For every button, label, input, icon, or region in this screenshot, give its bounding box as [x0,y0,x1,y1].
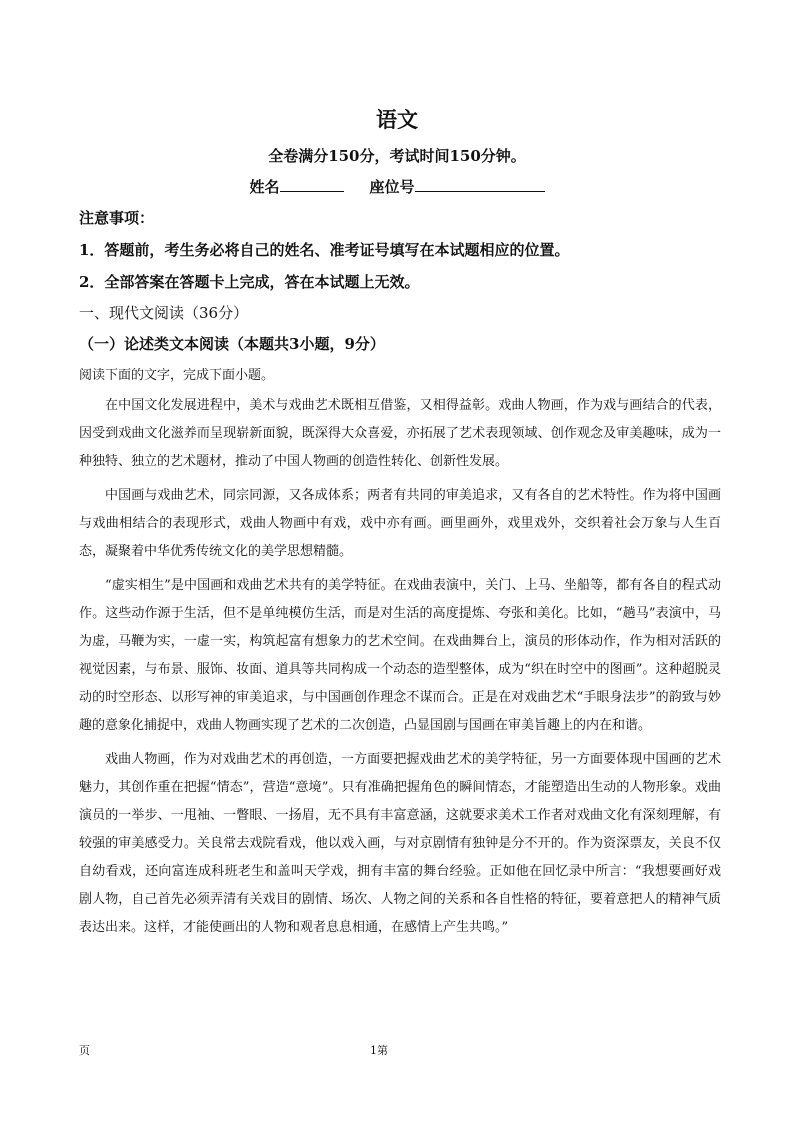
passage-paragraph: 在中国文化发展进程中，美术与戏曲艺术既相互借鉴，又相得益彰。戏曲人物画，作为戏与画结合的代表，因受到戏曲文化滋养而呈现崭新面貌，既深得大众喜爱，亦拓展了艺术表现领域、创作观念及审美趣味，成为一种独特、独立的艺术题材，推动了中国人物画的创造性转化、创新性发展。 [79,398,721,469]
instruction: 阅读下面的文字，完成下面小题。 [79,368,275,383]
exam-info: 全卷满分150分，考试时间150分钟。 [268,147,526,165]
passage-paragraph: 中国画与戏曲艺术，同宗同源，又各成体系；两者有共同的审美追求，又有各自的艺术特性。作为将中国画与戏曲相结合的表现形式，戏曲人物画中有戏，戏中亦有画。画里画外，戏里戏外，交织着社会万象与人生百态，凝聚着中华优秀传统文化的美学思想精髓。 [79,488,721,559]
footer-page-label: 页 [79,1044,90,1057]
footer-page-number: 1第 [370,1044,388,1057]
section-heading: 一、现代文阅读（36分） [79,304,249,322]
name-seat-row [0,176,794,197]
note-item: 2．全部答案在答题卡上完成，答在本试题上无效。 [79,273,420,291]
seat-label: 座位号 [369,178,415,196]
page-title: 语文 [376,107,418,132]
notes-heading: 注意事项： [79,209,155,227]
seat-blank[interactable] [415,177,545,192]
passage [79,392,721,948]
note-item: 1．答题前，考生务必将自己的姓名、准考证号填写在本试题相应的位置。 [79,241,570,259]
subsection-heading: （一）论述类文本阅读（本题共3小题，9分） [79,335,385,353]
name-label: 姓名 [249,178,280,196]
passage-paragraph: 戏曲人物画，作为对戏曲艺术的再创造，一方面要把握戏曲艺术的美学特征，另一方面要体现中国画的艺术魅力，其创作重在把握“情态”，营造“意境”。只有准确把握角色的瞬间情态，才能塑造出生动的人物形象。戏曲演员的一举步、一甩袖、一瞥眼、一扬眉，无不具有丰富意涵，这就要求美术工作者对戏曲文化有深刻理解，有较强的审美感受力。关良常去戏院看戏，他以戏入画，与对京剧情有独钟是分不开的。作为资深票友，关良不仅自幼看戏，还向富连成科班老生和盖叫天学戏，拥有丰富的舞台经验。正如他在回忆录中所言：“我想要画好戏剧人物，自己首先必须弄清有关戏目的剧情、场次、人物之间的关系和各自性格的特征，要着意把人的精神气质表达出来。这样，才能使画出的人物和观者息息相通，在感情上产生共鸣。” [79,752,721,935]
name-blank[interactable] [280,177,344,192]
passage-paragraph: “虚实相生”是中国画和戏曲艺术共有的美学特征。在戏曲表演中，关门、上马、坐船等，都有各自的程式动作。这些动作源于生活，但不是单纯模仿生活，而是对生活的高度提炼、夸张和美化。比如，“趟马”表演中，马为虚，马鞭为实，一虚一实，构筑起富有想象力的艺术空间。在戏曲舞台上，演员的形体动作，作为相对活跃的视觉因素，与布景、服饰、妆面、道具等共同构成一个动态的造型整体，成为“织在时空中的图画”。这种超脱灵动的时空形态、以形写神的审美追求，与中国画创作理念不谋而合。正是在对戏曲艺术“手眼身法步”的韵致与妙趣的意象化捕捉中，戏曲人物画实现了艺术的二次创造，凸显国剧与国画在审美旨趣上的内在和谐。 [79,578,721,733]
